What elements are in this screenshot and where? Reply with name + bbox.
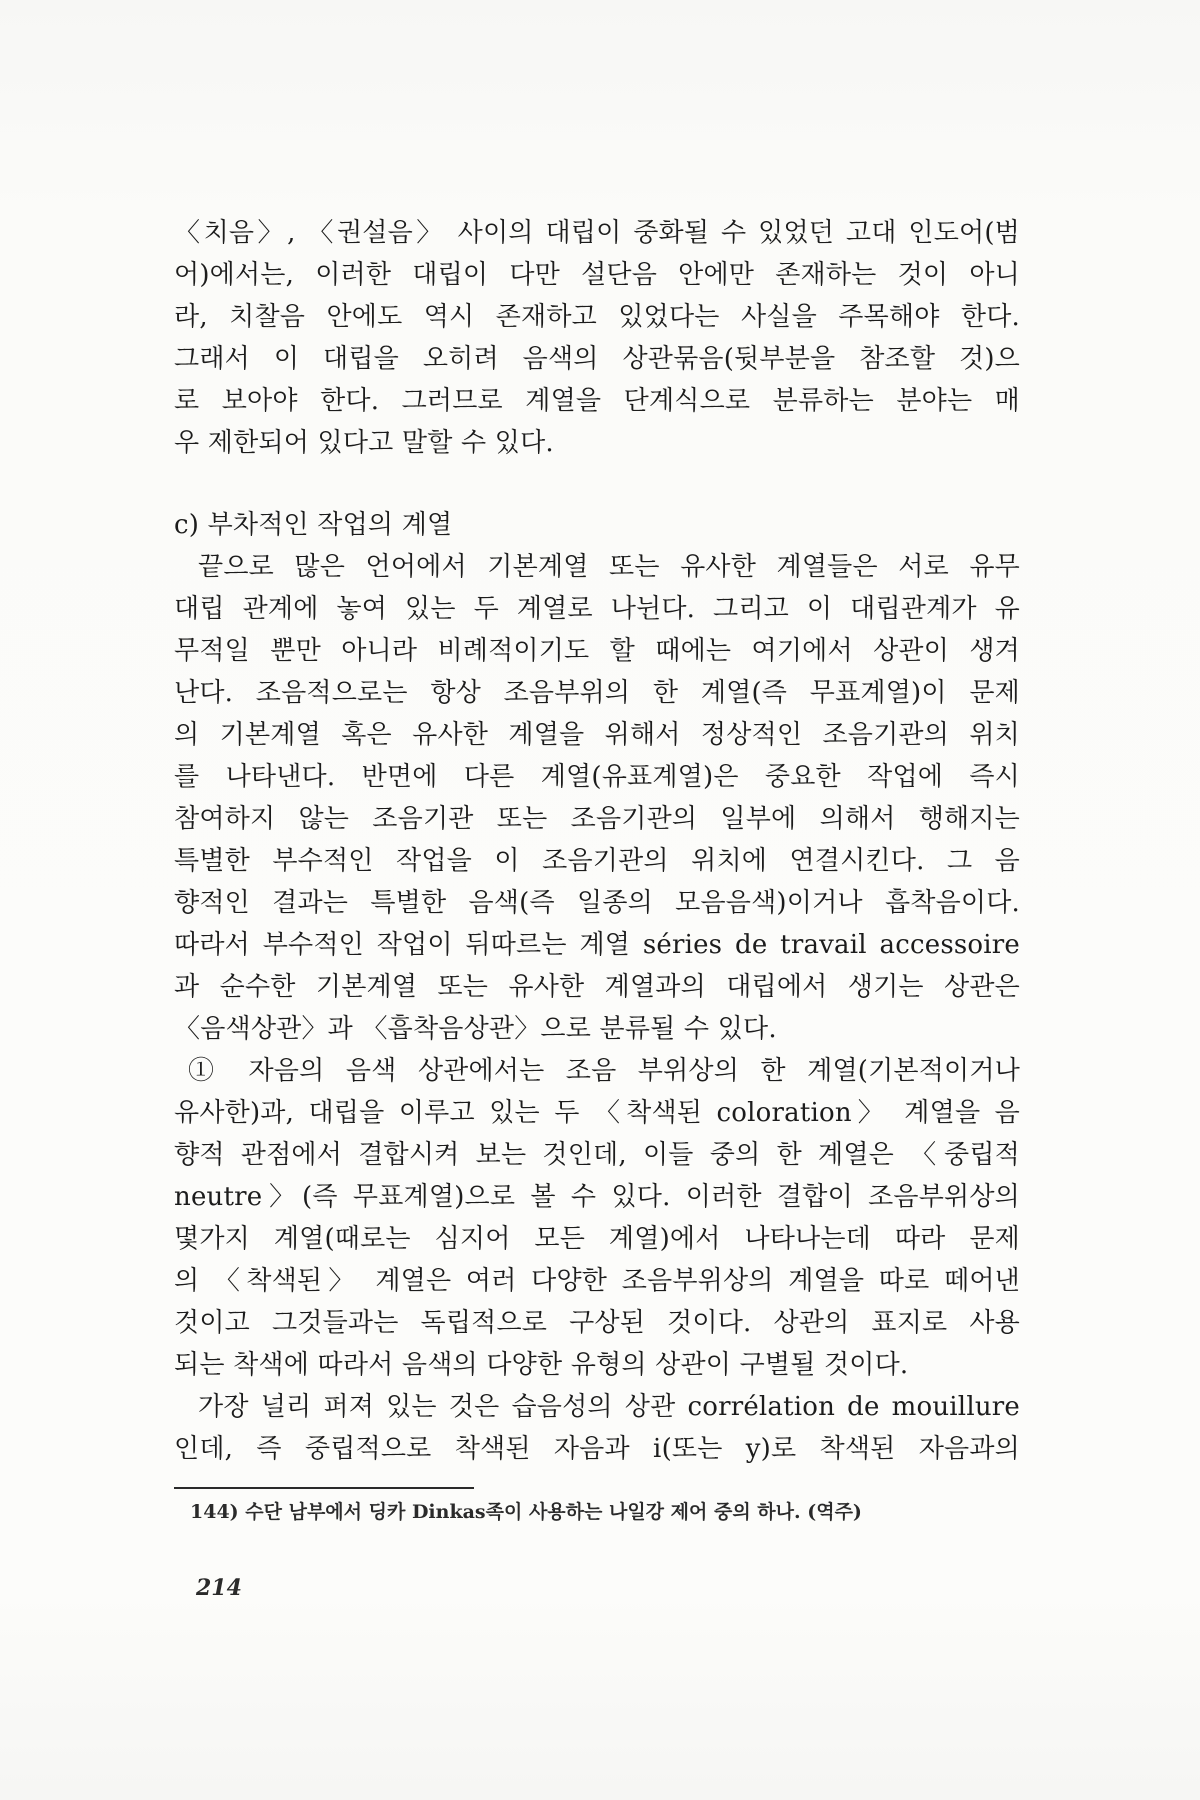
text-line: 향적인 결과는 특별한 음색(즉 일종의 모음음색)이거나 흡착음이다. [174, 888, 1020, 918]
text-line: 인데, 즉 중립적으로 착색된 자음과 i(또는 y)로 착색된 자음과의 [174, 1434, 1020, 1464]
text-line: 우 제한되어 있다고 말할 수 있다. [174, 428, 554, 458]
text-line: 어)에서는, 이러한 대립이 다만 설단음 안에만 존재하는 것이 아니 [174, 260, 1020, 290]
text-line: 의 〈착색된〉 계열은 여러 다양한 조음부위상의 계열을 따로 떼어낸 [174, 1266, 1020, 1296]
text-line: 를 나타낸다. 반면에 다른 계열(유표계열)은 중요한 작업에 즉시 [174, 762, 1020, 792]
text-line: ① 자음의 음색 상관에서는 조음 부위상의 한 계열(기본적이거나 [188, 1056, 1020, 1086]
text-line: 〈치음〉, 〈권설음〉 사이의 대립이 중화될 수 있었던 고대 인도어(범 [174, 218, 1020, 248]
body-text [174, 212, 1020, 1470]
text-line: 라, 치찰음 안에도 역시 존재하고 있었다는 사실을 주목해야 한다. [174, 302, 1020, 332]
text-line: 끝으로 많은 언어에서 기본계열 또는 유사한 계열들은 서로 유무 [198, 552, 1020, 582]
text-line: 유사한)과, 대립을 이루고 있는 두 〈착색된 coloration〉 계열을 음 [174, 1098, 1020, 1128]
text-line: 향적 관점에서 결합시켜 보는 것인데, 이들 중의 한 계열은 〈중립적 [174, 1140, 1020, 1170]
page-number: 214 [196, 1575, 242, 1601]
text-line: 그래서 이 대립을 오히려 음색의 상관묶음(뒷부분을 참조할 것)으 [174, 344, 1020, 374]
text-line: neutre〉(즉 무표계열)으로 볼 수 있다. 이러한 결합이 조음부위상의 [174, 1182, 1020, 1212]
section-heading: c) 부차적인 작업의 계열 [174, 510, 453, 540]
text-line: 무적일 뿐만 아니라 비례적이기도 할 때에는 여기에서 상관이 생겨 [174, 636, 1020, 666]
text-line: 과 순수한 기본계열 또는 유사한 계열과의 대립에서 생기는 상관은 [174, 972, 1020, 1002]
text-line: 로 보아야 한다. 그러므로 계열을 단계식으로 분류하는 분야는 매 [174, 386, 1020, 416]
text-line: 몇가지 계열(때로는 심지어 모든 계열)에서 나타나는데 따라 문제 [174, 1224, 1020, 1254]
text-line: 의 기본계열 혹은 유사한 계열을 위해서 정상적인 조음기관의 위치 [174, 720, 1020, 750]
footnote-divider [174, 1487, 474, 1489]
text-line: 난다. 조음적으로는 항상 조음부위의 한 계열(즉 무표계열)이 문제 [174, 678, 1020, 708]
text-line: 특별한 부수적인 작업을 이 조음기관의 위치에 연결시킨다. 그 음 [174, 846, 1020, 876]
text-line: 것이고 그것들과는 독립적으로 구상된 것이다. 상관의 표지로 사용 [174, 1308, 1020, 1338]
paragraph-gap [174, 464, 1020, 504]
footnote: 144) 수단 남부에서 딩카 Dinkas족이 사용하는 나일강 제어 중의 하나. (역주) [190, 1501, 862, 1523]
text-line: 가장 널리 퍼져 있는 것은 습음성의 상관 corrélation de mouillure [198, 1392, 1020, 1422]
text-line: 〈음색상관〉과 〈흡착음상관〉으로 분류될 수 있다. [174, 1014, 777, 1044]
text-line: 대립 관계에 놓여 있는 두 계열로 나뉜다. 그리고 이 대립관계가 유 [174, 594, 1020, 624]
text-line: 참여하지 않는 조음기관 또는 조음기관의 일부에 의해서 행해지는 [174, 804, 1020, 834]
text-line: 따라서 부수적인 작업이 뒤따르는 계열 séries de travail accessoire [174, 930, 1020, 960]
text-line: 되는 착색에 따라서 음색의 다양한 유형의 상관이 구별될 것이다. [174, 1350, 909, 1380]
